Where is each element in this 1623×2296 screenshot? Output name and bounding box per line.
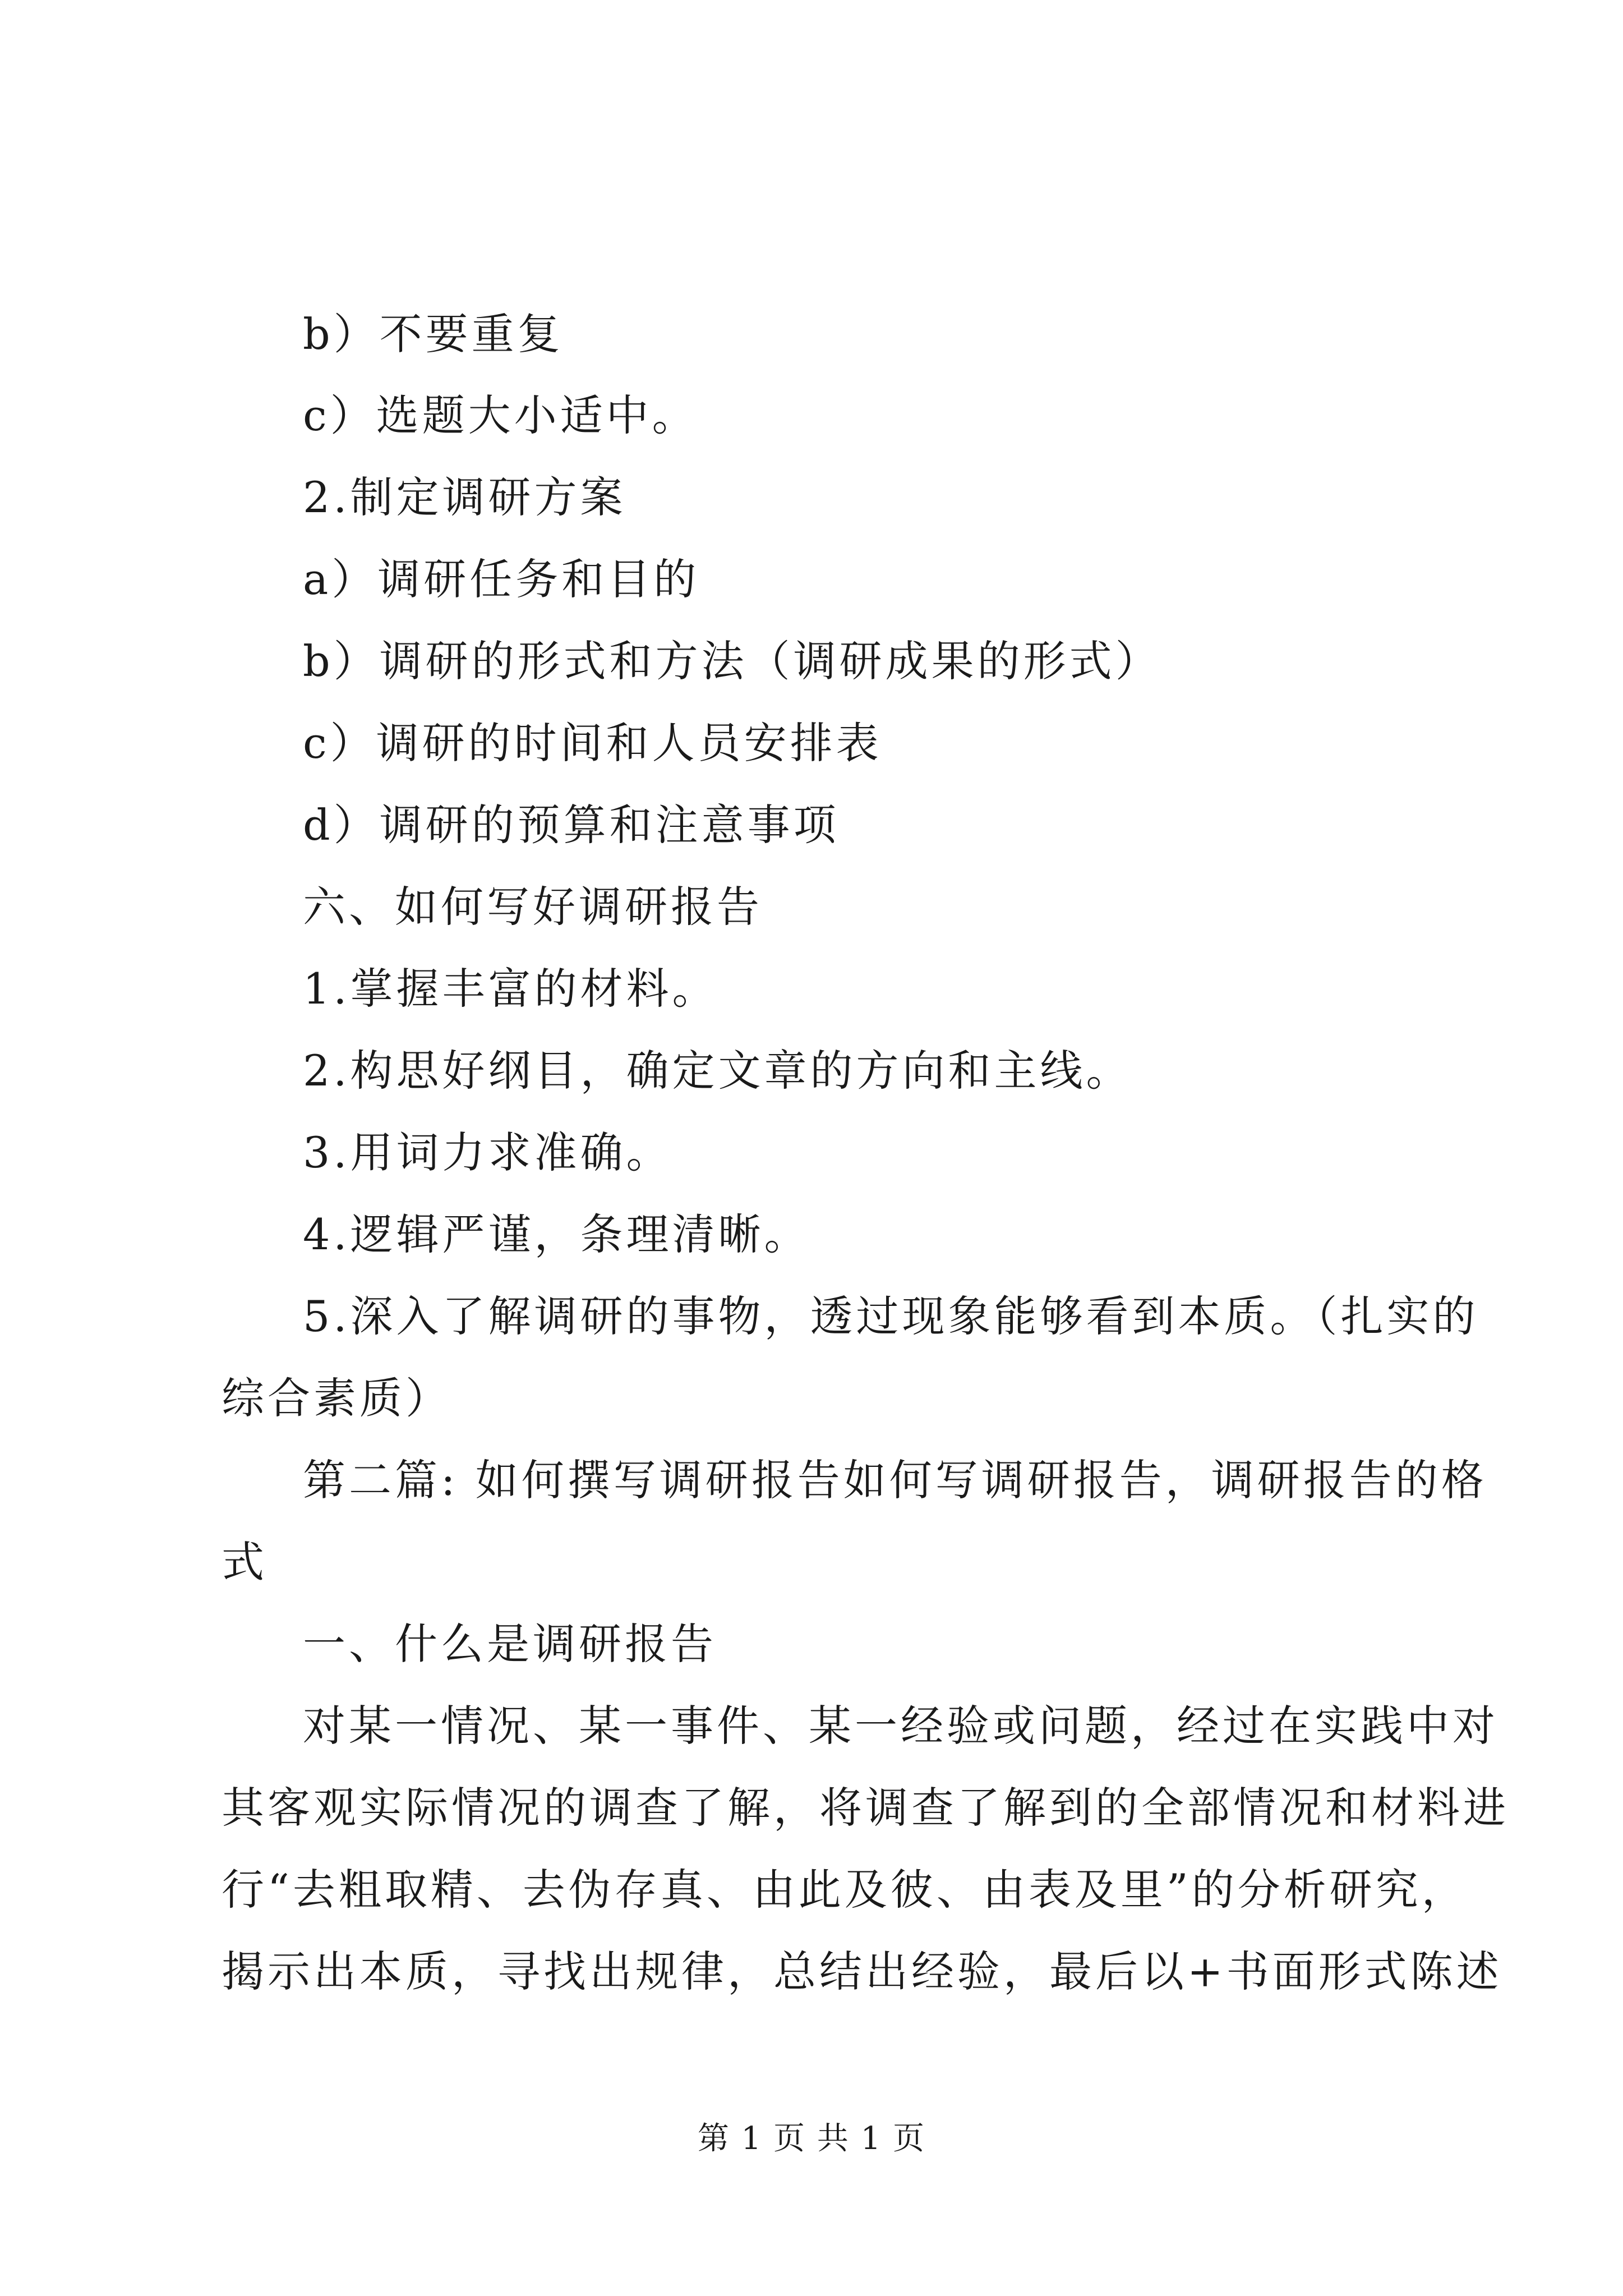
text-line: 行“去粗取精、去伪存真、由此及彼、由表及里”的分析研究， [222,1865,1468,1915]
section-heading: 一、什么是调研报告 [303,1619,717,1669]
text-line: 4.逻辑严谨，条理清晰。 [303,1209,810,1259]
text-line: 对某一情况、某一事件、某一经验或问题，经过在实践中对 [303,1701,1498,1751]
text-line: 2.构思好纲目，确定文章的方向和主线。 [303,1046,1132,1096]
text-line: c）选题大小适中。 [303,390,698,440]
text-line: 1.掌握丰富的材料。 [303,964,718,1014]
text-line: 揭示出本质，寻找出规律，总结出经验，最后以+书面形式陈述 [222,1947,1502,1996]
chapter-title-continued: 式 [222,1537,268,1587]
text-line: b）不要重复 [303,309,564,359]
text-line: d）调研的预算和注意事项 [303,800,840,850]
text-line: c）调研的时间和人员安排表 [303,718,882,768]
text-line: 5.深入了解调研的事物，透过现象能够看到本质。（扎实的 [303,1291,1479,1341]
text-line: b）调研的形式和方法（调研成果的形式） [303,636,1161,686]
text-line: 综合素质） [222,1373,451,1423]
chapter-title: 第二篇: 如何撰写调研报告如何写调研报告，调研报告的格 [303,1455,1487,1505]
section-heading: 六、如何写好调研报告 [303,882,763,932]
text-line: 3.用词力求准确。 [303,1128,672,1177]
text-line: a）调研任务和目的 [303,554,700,604]
text-line: 其客观实际情况的调查了解，将调查了解到的全部情况和材料进 [222,1783,1509,1833]
page-footer: 第 1 页 共 1 页 [697,2120,926,2157]
text-line: 2.制定调研方案 [303,472,626,522]
